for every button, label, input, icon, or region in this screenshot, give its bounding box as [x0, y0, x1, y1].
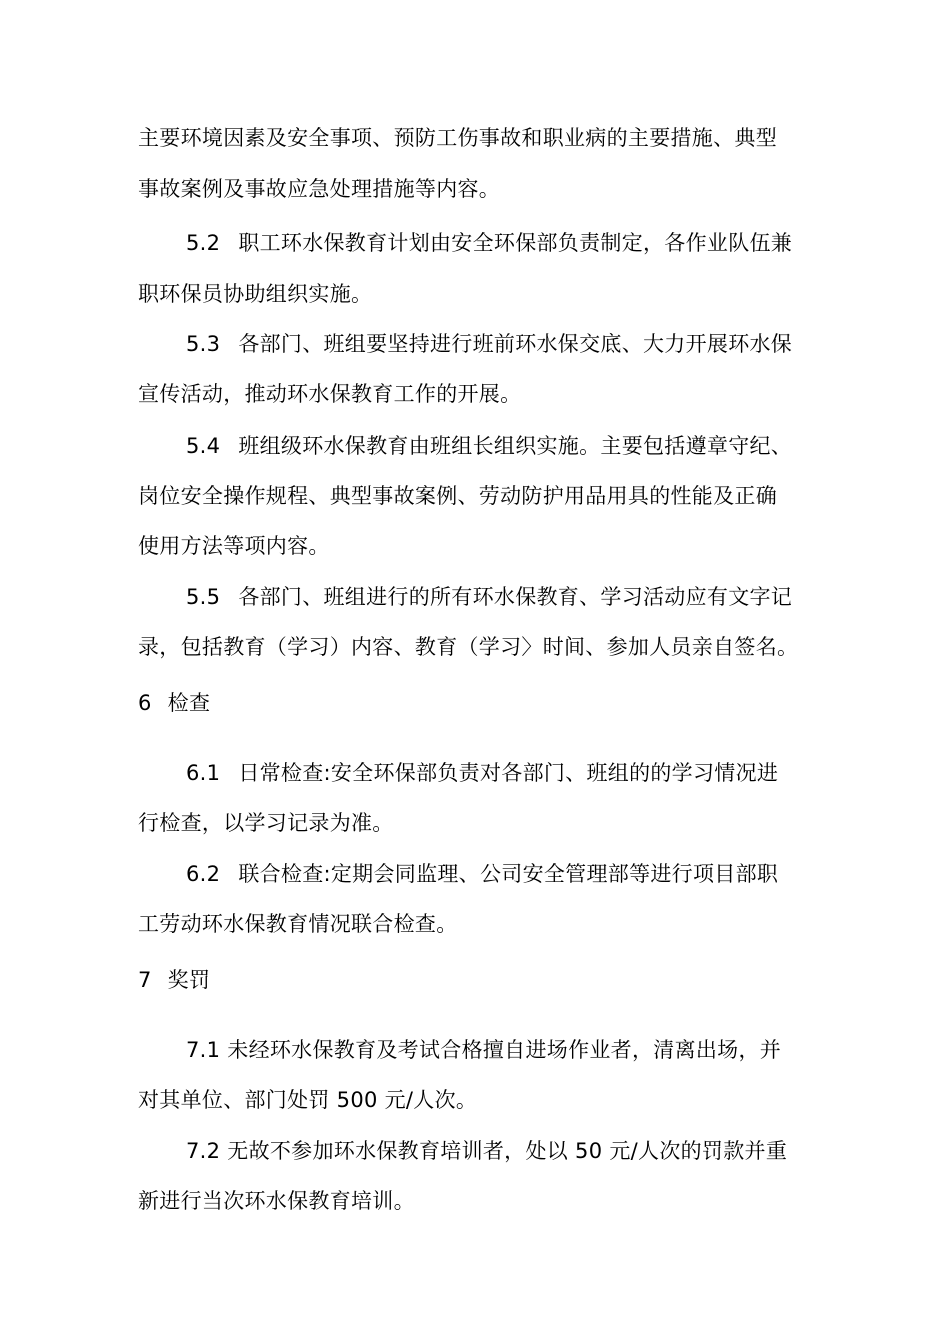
section-number: 6.2 — [186, 862, 221, 886]
section-7-1-line-1: 7.1 未经环水保教育及考试合格擅自进场作业者，清离出场，并 — [186, 1038, 782, 1062]
section-6-2-line-1 — [186, 860, 778, 888]
section-7-1-line-2: 对其单位、部门处罚 500 元/人次。 — [138, 1088, 478, 1112]
heading-6 — [138, 689, 210, 717]
section-5-3-line-2: 宣传活动，推动环水保教育工作的开展。 — [138, 382, 522, 406]
heading-number: 6 — [138, 691, 152, 715]
section-number: 6.1 — [186, 761, 221, 785]
section-5-2-line-2: 职环保员协助组织实施。 — [138, 282, 373, 306]
section-6-1-line-1 — [186, 759, 778, 787]
section-text: 各部门、班组要坚持进行班前环水保交底、大力开展环水保 — [238, 332, 793, 356]
heading-7 — [138, 966, 210, 994]
section-number: 5.4 — [186, 434, 221, 458]
section-5-5-line-2: 录，包括教育（学习）内容、教育（学习〉时间、参加人员亲自签名。 — [138, 635, 799, 659]
section-number: 5.5 — [186, 585, 221, 609]
heading-title: 检查 — [167, 691, 211, 715]
section-text: 各部门、班组进行的所有环水保教育、学习活动应有文字记 — [238, 585, 793, 609]
heading-number: 7 — [138, 968, 152, 992]
section-text: 班组级环水保教育由班组长组织实施。主要包括遵章守纪、 — [238, 434, 793, 458]
section-5-4-line-2: 岗位安全操作规程、典型事故案例、劳动防护用品用具的性能及正确 — [138, 484, 777, 508]
section-number: 5.2 — [186, 231, 221, 255]
section-5-2-line-1 — [186, 229, 792, 257]
section-number: 5.3 — [186, 332, 221, 356]
section-7-2-line-1: 7.2 无故不参加环水保教育培训者，处以 50 元/人次的罚款并重 — [186, 1139, 788, 1163]
heading-title: 奖罚 — [167, 968, 211, 992]
intro-line-2: 事故案例及事故应急处理措施等内容。 — [138, 177, 501, 201]
section-text: 职工环水保教育计划由安全环保部负责制定，各作业队伍兼 — [238, 231, 793, 255]
section-6-1-line-2: 行检查，以学习记录为准。 — [138, 811, 394, 835]
section-text: 联合检查:定期会同监理、公司安全管理部等进行项目部职 — [238, 862, 779, 886]
intro-line-1: 主要环境因素及安全事项、预防工伤事故和职业病的主要措施、典型 — [138, 126, 777, 150]
section-text: 日常检查:安全环保部负责对各部门、班组的的学习情况进 — [238, 761, 779, 785]
section-5-3-line-1 — [186, 330, 792, 358]
section-5-5-line-1 — [186, 583, 792, 611]
section-5-4-line-1 — [186, 432, 792, 460]
section-7-2-line-2: 新进行当次环水保教育培训。 — [138, 1189, 415, 1213]
section-6-2-line-2: 工劳动环水保教育情况联合检查。 — [138, 912, 458, 936]
section-5-4-line-3: 使用方法等项内容。 — [138, 534, 330, 558]
